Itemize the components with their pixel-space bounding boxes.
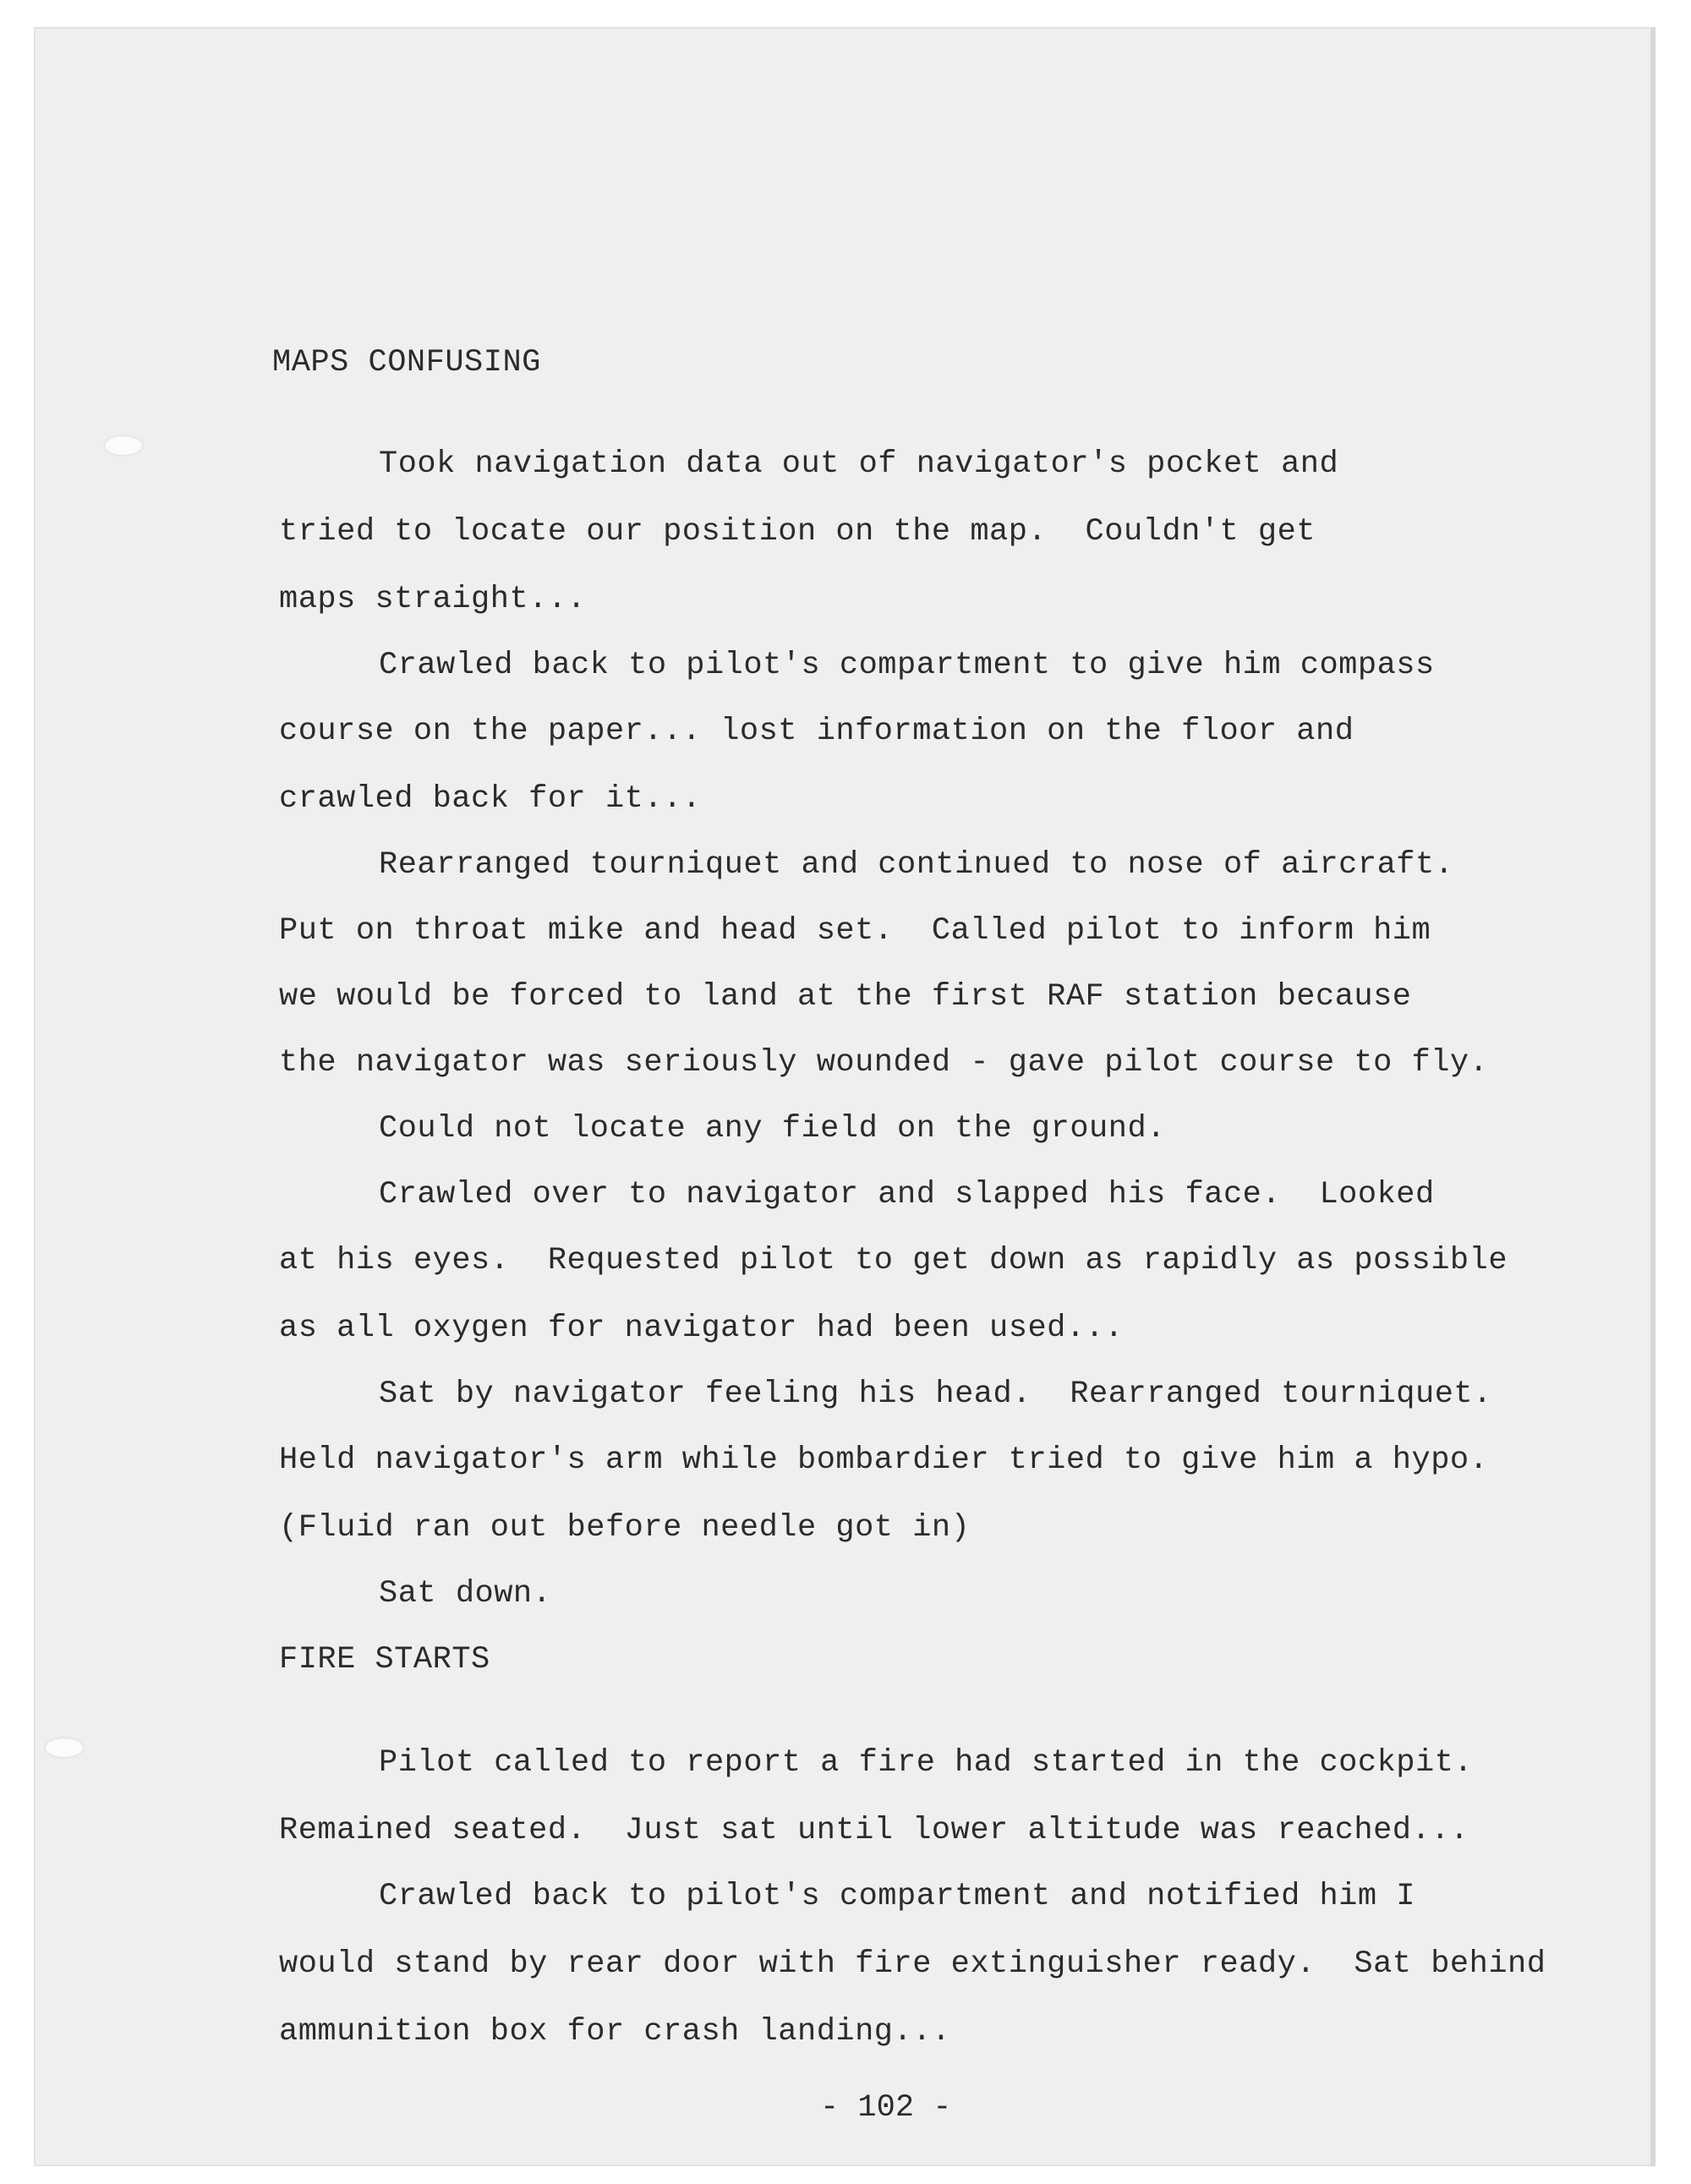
- text-line: the navigator was seriously wounded - gave pilot course to fly.: [279, 1045, 1489, 1081]
- text-line: ammunition box for crash landing...: [279, 2014, 951, 2050]
- text-line: Pilot called to report a fire had started in the cockpit.: [379, 1745, 1474, 1781]
- page-number: - 102 -: [820, 2090, 952, 2126]
- text-line: we would be forced to land at the first RAF station because: [279, 979, 1412, 1015]
- text-line: course on the paper... lost information on the floor and: [279, 714, 1354, 749]
- text-line: Held navigator's arm while bombardier tried to give him a hypo.: [279, 1442, 1489, 1478]
- text-line: tried to locate our position on the map. Couldn't get: [279, 514, 1316, 550]
- text-line: Sat by navigator feeling his head. Rearranged tourniquet.: [379, 1377, 1492, 1412]
- text-line: maps straight...: [279, 582, 587, 617]
- text-line: as all oxygen for navigator had been used...: [279, 1311, 1124, 1346]
- text-line: Remained seated. Just sat until lower altitude was reached...: [279, 1813, 1469, 1848]
- text-line: Could not locate any field on the ground.: [379, 1111, 1166, 1147]
- binder-hole-mark: [46, 1738, 83, 1757]
- section-heading-fire-starts: FIRE STARTS: [279, 1642, 490, 1678]
- text-line: Took navigation data out of navigator's pocket and: [379, 446, 1339, 482]
- text-line: Crawled back to pilot's compartment and notified him I: [379, 1879, 1415, 1914]
- text-line: crawled back for it...: [279, 781, 702, 817]
- text-line: at his eyes. Requested pilot to get down as rapidly as possible: [279, 1243, 1508, 1278]
- text-line: Rearranged tourniquet and continued to nose of aircraft.: [379, 847, 1454, 883]
- text-line: would stand by rear door with fire extinguisher ready. Sat behind: [279, 1946, 1546, 1982]
- section-heading-maps-confusing: MAPS CONFUSING: [272, 345, 541, 380]
- text-line: Sat down.: [379, 1576, 552, 1612]
- text-line: Crawled over to navigator and slapped his face. Looked: [379, 1177, 1435, 1212]
- typed-body-text: [34, 27, 1546, 2050]
- page-edge-shadow: [1650, 27, 1655, 2166]
- document-page: [34, 27, 1655, 2166]
- text-line: Put on throat mike and head set. Called pilot to inform him: [279, 913, 1431, 949]
- text-line: (Fluid ran out before needle got in): [279, 1510, 971, 1546]
- text-line: Crawled back to pilot's compartment to give him compass: [379, 648, 1435, 683]
